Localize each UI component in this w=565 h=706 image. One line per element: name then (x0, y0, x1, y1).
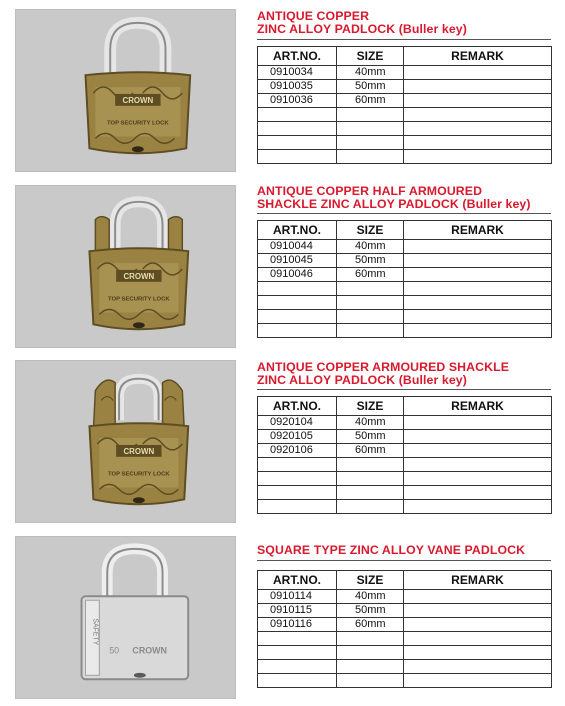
spec-table-3 (257, 396, 552, 514)
padlock-half-armoured-image (16, 186, 235, 347)
art-no-cell: 0910036 (258, 94, 337, 108)
table-row (258, 136, 552, 150)
remark-cell (404, 604, 552, 618)
remark-cell (404, 660, 552, 674)
size-cell (337, 674, 404, 688)
title-rule-3 (257, 389, 551, 390)
size-cell (337, 486, 404, 500)
art-no-cell: 0910044 (258, 240, 337, 254)
size-cell (337, 150, 404, 164)
table-row (258, 618, 552, 632)
size-cell (337, 472, 404, 486)
size-mark: 50 (109, 645, 120, 656)
table-row (258, 604, 552, 618)
brand-label-2: CROWN (123, 271, 155, 281)
title-line-1: ANTIQUE COPPER (257, 9, 370, 23)
table-row (258, 94, 552, 108)
col-size: SIZE (337, 571, 404, 590)
title-line-2 (257, 374, 557, 387)
size-cell: 60mm (337, 268, 404, 282)
size-cell: 50mm (337, 254, 404, 268)
title-line-2-text: ZINC ALLOY PADLOCK (257, 22, 396, 36)
table-row (258, 660, 552, 674)
size-cell: 40mm (337, 66, 404, 80)
padlock-brass-image (16, 10, 235, 171)
art-no-cell (258, 458, 337, 472)
remark-cell (404, 150, 552, 164)
table-row (258, 500, 552, 514)
table-row (258, 590, 552, 604)
art-no-cell (258, 472, 337, 486)
remark-cell (404, 618, 552, 632)
remark-cell (404, 310, 552, 324)
size-cell: 60mm (337, 444, 404, 458)
size-cell (337, 282, 404, 296)
table-row (258, 108, 552, 122)
table-row (258, 646, 552, 660)
remark-cell (404, 136, 552, 150)
product-photo-2 (15, 185, 236, 348)
remark-cell (404, 268, 552, 282)
table-header-row (258, 571, 552, 590)
art-no-cell (258, 486, 337, 500)
table-row (258, 674, 552, 688)
art-no-cell: 0910046 (258, 268, 337, 282)
col-remark: REMARK (404, 397, 552, 416)
spec-table-2 (257, 220, 552, 338)
table-row (258, 254, 552, 268)
size-cell (337, 122, 404, 136)
table-row (258, 458, 552, 472)
title-line-1: ANTIQUE COPPER HALF ARMOURED (257, 184, 483, 198)
table-row (258, 268, 552, 282)
remark-cell (404, 458, 552, 472)
size-cell (337, 136, 404, 150)
table-row (258, 472, 552, 486)
col-art-no: ART.NO. (258, 47, 337, 66)
remark-cell (404, 296, 552, 310)
size-cell (337, 632, 404, 646)
size-cell: 60mm (337, 94, 404, 108)
remark-cell (404, 472, 552, 486)
padlock-armoured-image (16, 361, 235, 522)
title-line-2 (257, 198, 557, 211)
table-row (258, 310, 552, 324)
size-cell: 40mm (337, 416, 404, 430)
spec-table-1 (257, 46, 552, 164)
remark-cell (404, 500, 552, 514)
remark-cell (404, 80, 552, 94)
size-cell: 40mm (337, 240, 404, 254)
table-row (258, 80, 552, 94)
product-photo-3 (15, 360, 236, 523)
art-no-cell (258, 674, 337, 688)
product-photo-1 (15, 9, 236, 172)
table-row (258, 324, 552, 338)
size-cell: 40mm (337, 590, 404, 604)
title-line-1: ANTIQUE COPPER ARMOURED SHACKLE (257, 360, 510, 374)
size-cell (337, 646, 404, 660)
col-remark: REMARK (404, 221, 552, 240)
table-row (258, 240, 552, 254)
size-cell (337, 296, 404, 310)
art-no-cell (258, 150, 337, 164)
table-row (258, 486, 552, 500)
size-cell (337, 500, 404, 514)
title-line-2-text: SHACKLE ZINC ALLOY PADLOCK (257, 197, 459, 211)
table-row (258, 282, 552, 296)
product-title-3 (257, 361, 557, 387)
product-photo-4 (15, 536, 236, 699)
title-line-2 (257, 23, 557, 36)
size-cell (337, 108, 404, 122)
art-no-cell (258, 324, 337, 338)
art-no-cell: 0910034 (258, 66, 337, 80)
brand-label-4: CROWN (132, 645, 167, 656)
size-cell (337, 660, 404, 674)
art-no-cell: 0910035 (258, 80, 337, 94)
col-size: SIZE (337, 221, 404, 240)
table-row (258, 296, 552, 310)
title-rule-4 (257, 560, 551, 561)
table-row (258, 66, 552, 80)
size-cell: 50mm (337, 430, 404, 444)
title-rule-2 (257, 213, 551, 214)
art-no-cell (258, 108, 337, 122)
art-no-cell (258, 122, 337, 136)
table-header-row (258, 221, 552, 240)
art-no-cell: 0920106 (258, 444, 337, 458)
product-title-4 (257, 544, 557, 557)
remark-cell (404, 590, 552, 604)
size-cell: 50mm (337, 80, 404, 94)
product-title-2 (257, 185, 557, 211)
art-no-cell (258, 500, 337, 514)
remark-cell (404, 416, 552, 430)
col-remark: REMARK (404, 571, 552, 590)
title-line-1: SQUARE TYPE ZINC ALLOY VANE PADLOCK (257, 543, 526, 557)
art-no-cell: 0920104 (258, 416, 337, 430)
remark-cell (404, 486, 552, 500)
art-no-cell (258, 296, 337, 310)
col-art-no: ART.NO. (258, 397, 337, 416)
side-label: SAFETY (91, 618, 99, 646)
col-art-no: ART.NO. (258, 571, 337, 590)
art-no-cell (258, 282, 337, 296)
remark-cell (404, 66, 552, 80)
art-no-cell: 0920105 (258, 430, 337, 444)
table-row (258, 430, 552, 444)
art-no-cell: 0910045 (258, 254, 337, 268)
size-cell: 60mm (337, 618, 404, 632)
title-rule-1 (257, 39, 551, 40)
spec-table-4 (257, 570, 552, 688)
table-row (258, 416, 552, 430)
size-cell (337, 310, 404, 324)
size-cell (337, 458, 404, 472)
table-row (258, 632, 552, 646)
remark-cell (404, 430, 552, 444)
col-art-no: ART.NO. (258, 221, 337, 240)
brand-label-1: CROWN (122, 95, 154, 105)
title-suffix: (Buller key) (398, 22, 467, 36)
col-size: SIZE (337, 397, 404, 416)
remark-cell (404, 108, 552, 122)
title-suffix: (Buller key) (398, 373, 467, 387)
title-line-2-text: ZINC ALLOY PADLOCK (257, 373, 396, 387)
table-row (258, 122, 552, 136)
size-cell: 50mm (337, 604, 404, 618)
art-no-cell: 0910115 (258, 604, 337, 618)
table-header-row (258, 47, 552, 66)
art-no-cell: 0910114 (258, 590, 337, 604)
remark-cell (404, 254, 552, 268)
remark-cell (404, 240, 552, 254)
table-row (258, 150, 552, 164)
col-size: SIZE (337, 47, 404, 66)
remark-cell (404, 444, 552, 458)
art-no-cell (258, 136, 337, 150)
remark-cell (404, 324, 552, 338)
col-remark: REMARK (404, 47, 552, 66)
art-no-cell (258, 310, 337, 324)
brand-label-3: CROWN (123, 446, 155, 456)
band-label-3: TOP SECURITY LOCK (107, 471, 170, 478)
remark-cell (404, 282, 552, 296)
art-no-cell (258, 632, 337, 646)
title-suffix: (Buller key) (462, 197, 531, 211)
padlock-silver-image (16, 537, 235, 698)
product-title-1 (257, 10, 557, 36)
remark-cell (404, 94, 552, 108)
art-no-cell (258, 660, 337, 674)
band-label-2: TOP SECURITY LOCK (107, 296, 170, 303)
art-no-cell: 0910116 (258, 618, 337, 632)
art-no-cell (258, 646, 337, 660)
table-row (258, 444, 552, 458)
remark-cell (404, 632, 552, 646)
size-cell (337, 324, 404, 338)
remark-cell (404, 674, 552, 688)
remark-cell (404, 122, 552, 136)
remark-cell (404, 646, 552, 660)
band-label-1: TOP SECURITY LOCK (106, 120, 169, 127)
table-header-row (258, 397, 552, 416)
